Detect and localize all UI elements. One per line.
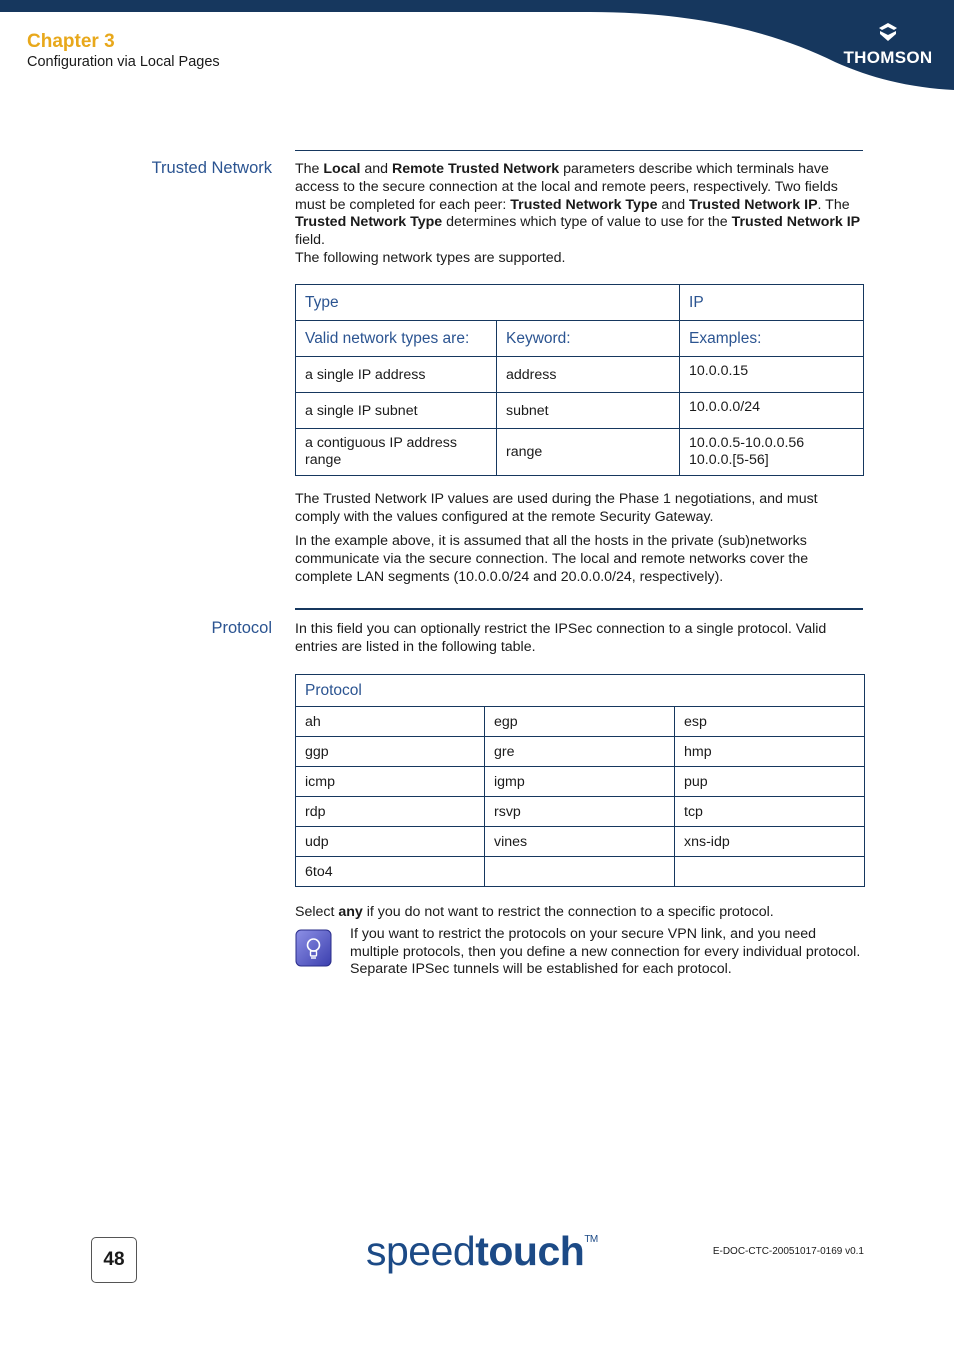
table-cell: address [497,357,680,393]
table-row [296,857,865,887]
protocol-cell: tcp [675,797,865,827]
table-row [296,737,865,767]
protocol-cell [485,857,675,887]
trusted-network-ip-paragraph: The Trusted Network IP values are used during the Phase 1 negotiations, and must comply with the values configured at the remote Security Gateway. [295,491,818,525]
bold-term: Trusted Network IP [731,214,861,231]
table-row [296,393,864,429]
chapter-subtitle: Configuration via Local Pages [27,54,220,70]
table-cell: range [497,429,680,476]
thomson-emblem-icon [877,22,899,42]
protocol-cell: rdp [296,797,485,827]
select-any-paragraph [295,904,863,922]
column-header: Examples: [680,321,864,357]
trusted-network-intro [295,161,863,268]
column-header: Valid network types are: [296,321,497,357]
page-number: 48 [91,1237,137,1283]
bold-term: Remote Trusted Network [392,161,560,177]
protocol-cell: ah [296,707,485,737]
text-run: if you do not want to restrict the connection to a specific protocol. [362,904,774,920]
section-rule [295,608,863,610]
text-run: and [360,161,393,177]
protocol-heading: Protocol [211,619,272,637]
table-row [296,827,865,857]
table-cell: a single IP address [296,357,497,393]
protocol-cell: hmp [675,737,865,767]
logo-part: speed [366,1228,476,1274]
note-text: If you want to restrict the protocols on your secure VPN link, and you need multiple protocols, then you define a new connection for every individual protocol. Separate IPSec tunnels will be established for each protocol. [350,926,861,978]
ip-header: IP [680,285,864,321]
table-cell: 10.0.0.15 [680,357,864,393]
table-row [296,707,865,737]
document-reference: E-DOC-CTC-20051017-0169 v0.1 [712,1246,864,1257]
bold-term: Trusted Network Type [510,196,658,213]
protocol-cell: igmp [485,767,675,797]
logo-trademark: TM [584,1234,598,1245]
table-row [296,797,865,827]
column-header: Keyword: [497,321,680,357]
table-cell: 10.0.0.0/24 [680,393,864,429]
table-row [296,429,864,476]
trusted-network-example-paragraph: In the example above, it is assumed that all the hosts in the private (sub)networks communicate via the secure connection. The local and remote networks cover the complete LAN segments (10.0.0.0/24 and 20.0.0.0/24, respectively). [295,533,809,585]
example-line: 10.0.0.[5-56] [689,452,769,468]
bold-term: Trusted Network Type [295,214,443,231]
header-band [0,0,954,95]
protocol-cell: esp [675,707,865,737]
network-types-table [295,284,864,476]
text-run: The [295,161,324,177]
table-cell: subnet [497,393,680,429]
table-row [296,321,864,357]
protocol-table [295,674,865,887]
rich-text [295,904,774,920]
text-run: determines which type of value to use for the [442,214,732,231]
protocol-cell: 6to4 [296,857,485,887]
brand-logo [838,22,938,68]
table-cell: a contiguous IP address range [296,429,497,476]
brand-name: THOMSON [843,48,933,67]
text-run: field. [295,232,325,249]
table-row [296,285,864,321]
text-run: . The [817,196,850,213]
rich-text [295,161,860,248]
protocol-cell [675,857,865,887]
lightbulb-icon [295,929,332,967]
protocol-cell: udp [296,827,485,857]
bold-term: Local [323,161,361,177]
text-run: parameters describe which terminals have access to the secure connection at the local and remote peers, respectively. Two fields must be completed for each peer: [295,161,838,213]
bold-term: Trusted Network IP [689,196,818,213]
table-row [296,767,865,797]
protocol-table-body [296,707,865,887]
trusted-network-intro2: The following network types are supported. [295,249,566,266]
type-header: Type [296,285,680,321]
protocol-cell: xns-idp [675,827,865,857]
section-rule [295,150,863,151]
protocol-cell: ggp [296,737,485,767]
protocol-cell: rsvp [485,797,675,827]
trusted-network-heading: Trusted Network [151,159,272,177]
protocol-intro: In this field you can optionally restrict the IPSec connection to a single protocol. Valid entries are listed in the following table. [295,621,827,655]
protocol-cell: icmp [296,767,485,797]
chapter-title: Chapter 3 [27,31,115,52]
logo-part: touch [475,1228,585,1274]
text-run: and [657,196,690,213]
speedtouch-logo [366,1228,598,1275]
bold-term: any [338,904,363,920]
table-row [296,675,865,707]
table-cell: a single IP subnet [296,393,497,429]
table-row [296,357,864,393]
table-cell [680,429,864,476]
text-run: Select [295,904,339,920]
example-line: 10.0.0.5-10.0.0.56 [689,435,805,451]
protocol-cell: egp [485,707,675,737]
protocol-cell: gre [485,737,675,767]
protocol-table-header: Protocol [296,675,865,707]
protocol-cell: pup [675,767,865,797]
protocol-cell: vines [485,827,675,857]
